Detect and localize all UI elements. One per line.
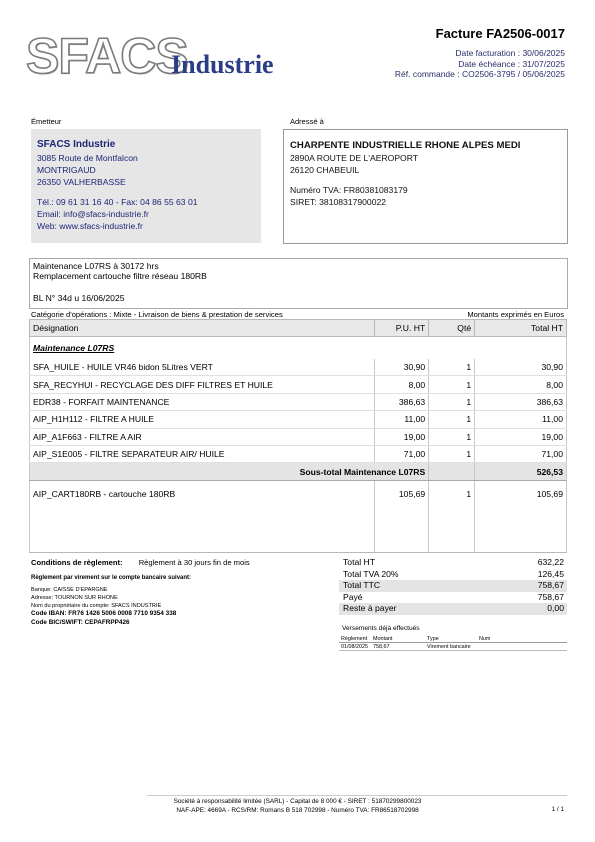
account-owner: Nom du propriétaire du compte: SFACS INDUSTRIE — [31, 603, 162, 609]
conditions-value: Règlement à 30 jours fin de mois — [138, 558, 250, 567]
row-total: 11,00 — [475, 411, 567, 428]
subtotal-label: Sous-total Maintenance L07RS — [30, 463, 429, 481]
row-total: 8,00 — [475, 376, 567, 393]
table-row — [30, 393, 567, 410]
row-qty: 1 — [429, 359, 475, 376]
invoice-meta — [395, 48, 565, 80]
emetteur-address1: 3085 Route de Montfalcon — [37, 153, 138, 163]
row-designation: AIP_H1H112 - FILTRE A HUILE — [30, 411, 375, 428]
description-line1: Maintenance L07RS à 30172 hrs — [33, 261, 159, 271]
date-facturation: Date facturation : 30/06/2025 — [455, 48, 565, 58]
reste-value: 0,00 — [547, 603, 564, 613]
bank-name: Banque: CAISSE D'EPARGNE — [31, 587, 108, 593]
destinataire-siret: SIRET: 38108317900022 — [290, 197, 387, 207]
row-total: 30,90 — [475, 359, 567, 376]
versements-col-montant: Montant — [373, 635, 393, 642]
table-header-row — [30, 320, 567, 337]
category-label: Maintenance L07RS — [30, 337, 567, 360]
destinataire-name: CHARPENTE INDUSTRIELLE RHONE ALPES MEDI — [290, 140, 521, 151]
date-echeance: Date échéance : 31/07/2025 — [458, 58, 565, 69]
row-designation: SFA_RECYHUI - RECYCLAGE DES DIFF FILTRES ET HUILE — [30, 376, 375, 393]
row-pu: 386,63 — [375, 393, 429, 410]
reste-label: Reste à payer — [343, 603, 397, 613]
row-total: 386,63 — [475, 393, 567, 410]
emetteur-address2: MONTRIGAUD — [37, 165, 96, 175]
paye-row — [339, 592, 567, 604]
destinataire-address1: 2890A ROUTE DE L'AEROPORT — [290, 153, 419, 163]
emetteur-box — [31, 129, 261, 243]
paye-value: 758,67 — [537, 591, 564, 602]
emetteur-email: Email: info@sfacs-industrie.fr — [37, 209, 149, 219]
page-number: 1 / 1 — [551, 806, 564, 813]
description-box — [29, 258, 568, 309]
row-pu: 8,00 — [375, 376, 429, 393]
table-row — [30, 428, 567, 445]
subtotal-row — [30, 463, 567, 481]
total-ht-label: Total HT — [343, 557, 375, 567]
versements-col-reglement: Règlement — [341, 635, 368, 642]
versement-num — [477, 643, 567, 651]
row-designation: AIP_S1E005 - FILTRE SEPARATEUR AIR/ HUILE — [30, 445, 375, 462]
table-row — [339, 643, 567, 651]
row-qty: 1 — [429, 393, 475, 410]
footer-line1: Société à responsabilité limitée (SARL) - Capital de 8 000 € - SIRET : 51870299800023 — [173, 798, 422, 805]
total-ht-value: 632,22 — [537, 557, 564, 567]
destinataire-box — [283, 129, 568, 244]
logo-sfacs-text: SFACS — [26, 28, 188, 84]
category-row — [30, 337, 567, 360]
row-pu: 30,90 — [375, 359, 429, 376]
table-row — [30, 359, 567, 376]
bank-address: Adresse: TOURNON SUR RHONE — [31, 595, 118, 601]
conditions-label: Conditions de règlement: — [31, 558, 123, 567]
row-pu: 105,69 — [375, 486, 429, 502]
iban: Code IBAN: FR76 1426 5006 0008 7710 9354 338 — [31, 610, 177, 617]
company-logo — [26, 30, 296, 90]
destinataire-label: Adressé à — [290, 117, 324, 126]
row-designation: AIP_CART180RB - cartouche 180RB — [30, 486, 375, 502]
footer-divider — [147, 795, 567, 796]
invoice-title: Facture FA2506-0017 — [435, 26, 565, 41]
operations-category: Catégorie d'opérations : Mixte - Livraison de biens & prestation de services — [31, 310, 283, 319]
table-row — [30, 486, 567, 502]
row-qty: 1 — [429, 428, 475, 445]
versements-col-num: Num — [479, 635, 491, 642]
row-qty: 1 — [429, 376, 475, 393]
total-ttc-value: 758,67 — [537, 580, 564, 590]
emetteur-name: SFACS Industrie — [37, 139, 116, 150]
col-total: Total HT — [475, 320, 567, 337]
total-tva-value: 126,45 — [537, 568, 564, 579]
total-ttc-label: Total TTC — [343, 580, 381, 590]
destinataire-tva: Numéro TVA: FR80381083179 — [290, 185, 408, 195]
versement-date: 01/08/2025 — [341, 643, 368, 650]
total-ttc-row — [339, 580, 567, 592]
col-pu: P.U. HT — [375, 320, 429, 337]
emetteur-web: Web: www.sfacs-industrie.fr — [37, 221, 143, 231]
row-designation: EDR38 - FORFAIT MAINTENANCE — [30, 393, 375, 410]
row-total: 19,00 — [475, 428, 567, 445]
row-pu: 11,00 — [375, 411, 429, 428]
versements-header — [339, 635, 567, 643]
currency-note: Montants exprimés en Euros — [467, 310, 564, 319]
row-total: 71,00 — [475, 445, 567, 462]
destinataire-address2: 26120 CHABEUIL — [290, 165, 360, 175]
row-pu: 71,00 — [375, 445, 429, 462]
table-row — [30, 411, 567, 428]
row-designation: SFA_HUILE - HUILE VR46 bidon 5Litres VERT — [30, 359, 375, 376]
versements-col-type: Type — [427, 635, 439, 642]
footer-line2: NAF-APE: 4669A - RCS/RM: Romans B 518 702998 - Numéro TVA: FR86518702998 — [176, 807, 419, 814]
paye-label: Payé — [343, 591, 363, 602]
col-designation: Désignation — [30, 320, 375, 337]
col-qty: Qté — [429, 320, 475, 337]
ref-commande: Réf. commande : CO2506-3795 / 05/06/2025 — [394, 69, 565, 79]
footer — [0, 797, 595, 815]
table-row — [30, 376, 567, 393]
table-row — [30, 445, 567, 462]
versement-montant: 758,67 — [373, 643, 390, 650]
emetteur-address3: 26350 VALHERBASSE — [37, 177, 126, 187]
logo-industrie-text: Industrie — [171, 50, 274, 79]
versement-type: Virement bancaire — [427, 643, 471, 650]
row-total: 105,69 — [475, 486, 567, 502]
description-line2: Remplacement cartouche filtre réseau 180RB — [33, 271, 207, 281]
items-table — [29, 319, 567, 553]
total-tva-label: Total TVA 20% — [343, 568, 399, 579]
virement-title: Règlement par virement sur le compte bancaire suivant: — [31, 575, 192, 581]
total-tva-row — [339, 569, 567, 581]
bic: Code BIC/SWIFT: CEPAFRPP426 — [31, 619, 130, 626]
totals-block — [339, 557, 567, 615]
subtotal-value: 526,53 — [475, 463, 567, 481]
emetteur-label: Émetteur — [31, 117, 62, 126]
reste-row — [339, 603, 567, 615]
description-line3: BL N° 34d u 16/06/2025 — [33, 293, 125, 303]
row-qty: 1 — [429, 411, 475, 428]
row-qty: 1 — [429, 486, 475, 502]
emetteur-phone: Tél.: 09 61 31 16 40 - Fax: 04 86 55 63 01 — [37, 197, 198, 207]
versements-table — [339, 635, 567, 651]
row-pu: 19,00 — [375, 428, 429, 445]
total-ht-row — [339, 557, 567, 569]
payment-conditions — [31, 558, 250, 567]
versements-title: Versements déjà effectués — [342, 625, 420, 632]
row-designation: AIP_A1F663 - FILTRE A AIR — [30, 428, 375, 445]
row-qty: 1 — [429, 445, 475, 462]
